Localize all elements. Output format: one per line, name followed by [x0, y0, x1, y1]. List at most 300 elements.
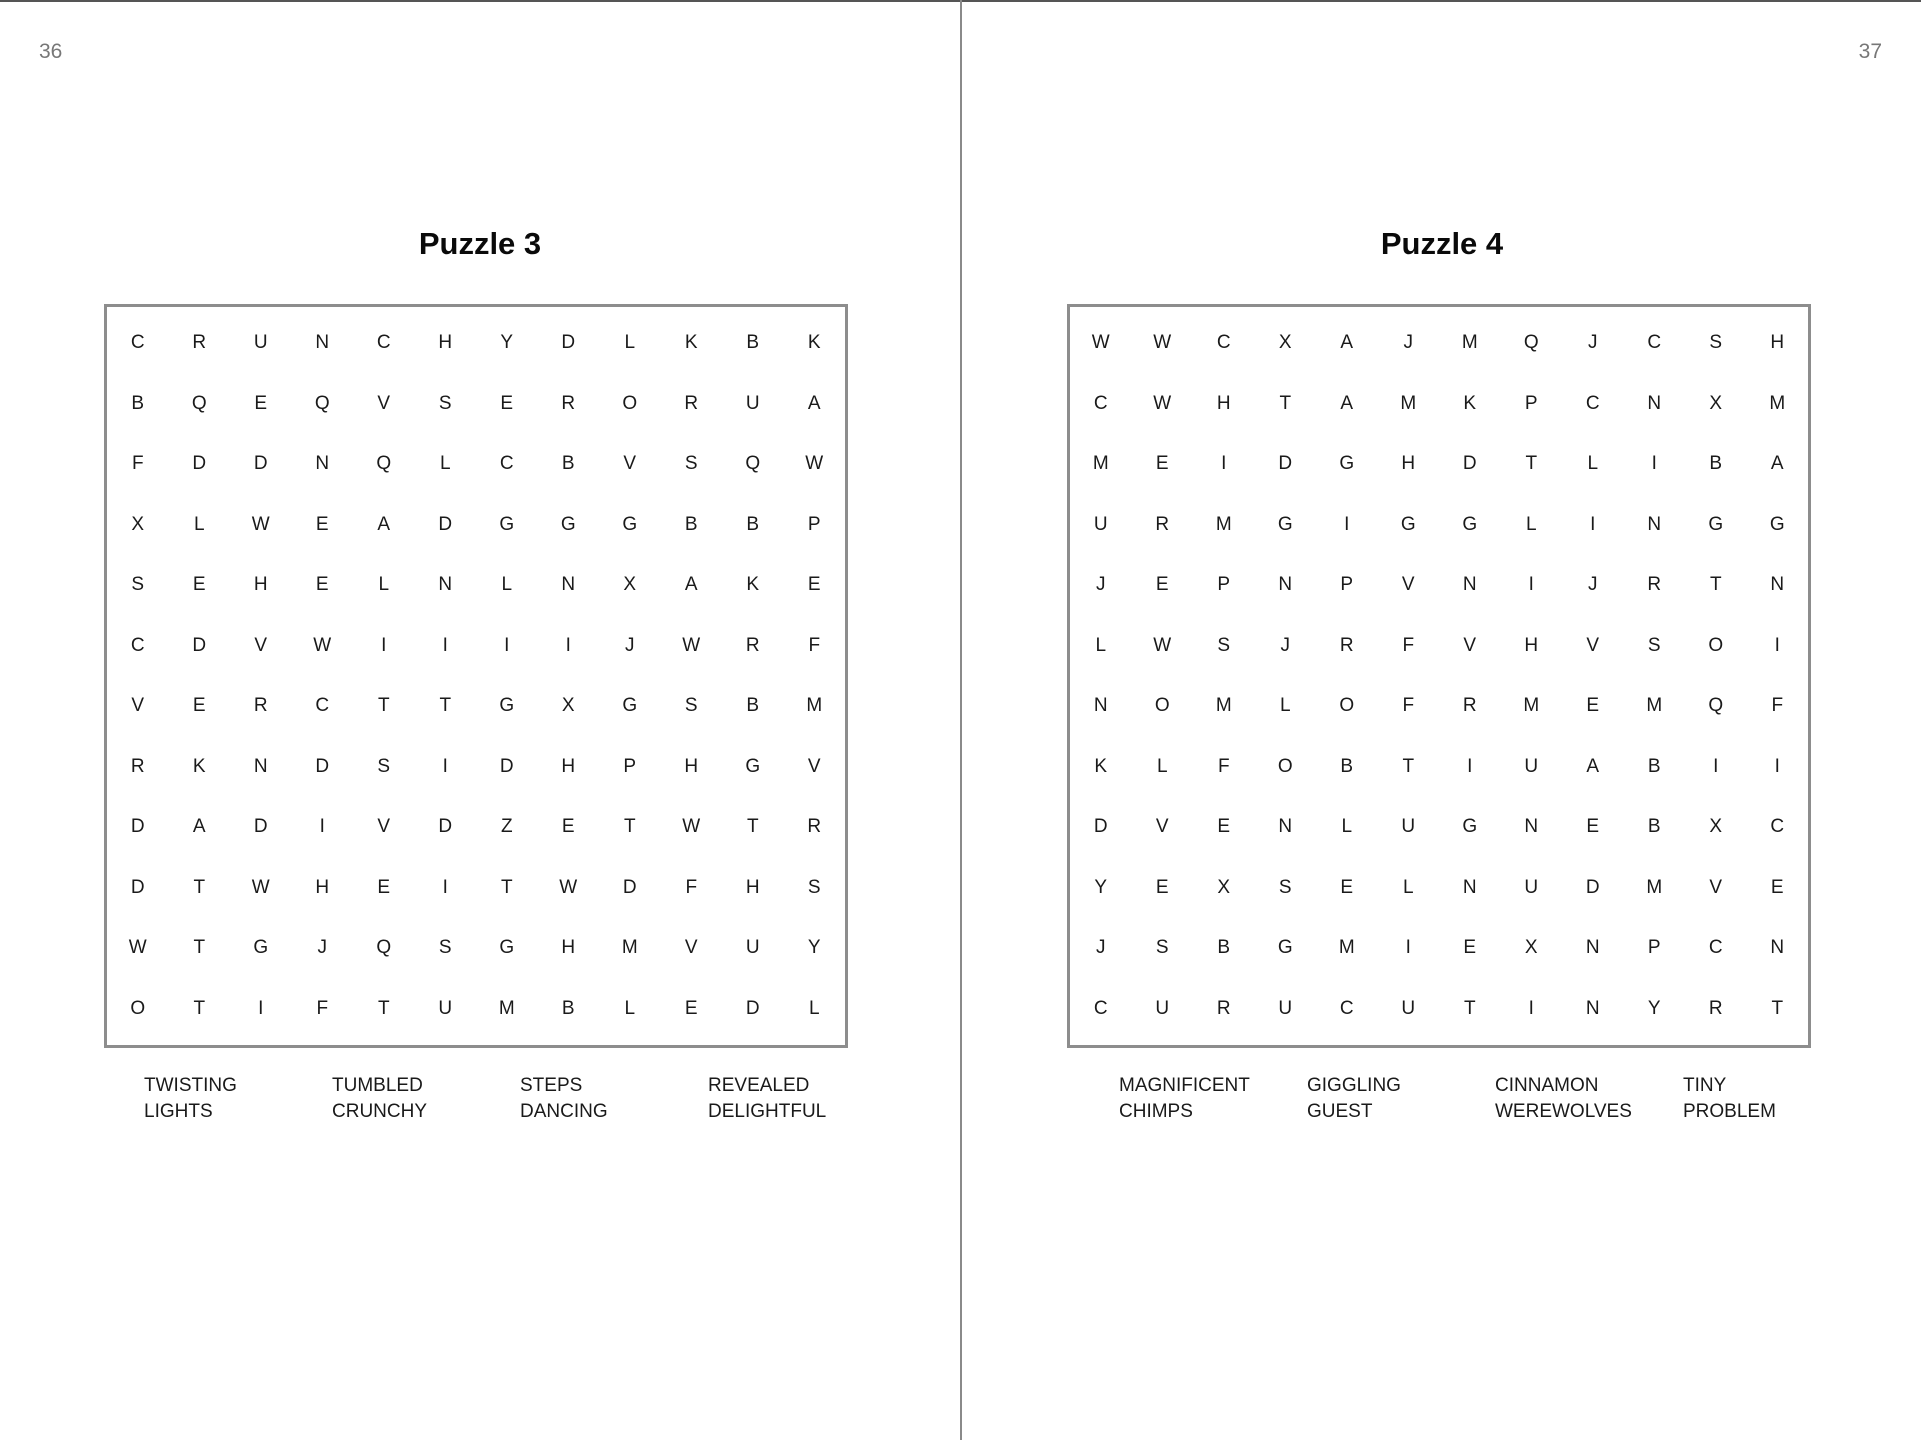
grid-cell: O: [1708, 634, 1724, 656]
grid-cell: G: [745, 755, 761, 777]
grid-cell: X: [131, 513, 145, 535]
grid-cell: H: [561, 937, 576, 959]
grid-cell: B: [1217, 937, 1231, 959]
grid-cell: L: [808, 997, 820, 1019]
grid-cell: N: [1770, 574, 1785, 596]
grid-cell: L: [1341, 816, 1353, 838]
grid-cell: M: [498, 997, 515, 1019]
grid-cell: H: [1524, 634, 1539, 656]
word-list-item: CHIMPS: [1119, 1101, 1193, 1122]
grid-cell: D: [192, 634, 207, 656]
grid-cell: I: [1528, 997, 1534, 1019]
grid-cell: T: [439, 695, 452, 717]
grid-cell: H: [1401, 453, 1416, 475]
word-list-item: TUMBLED: [332, 1075, 423, 1096]
grid-cell: I: [258, 997, 264, 1019]
grid-cell: P: [1340, 574, 1354, 596]
word-list-column: [1495, 1073, 1683, 1125]
grid-cell: F: [1217, 755, 1230, 777]
grid-cell: B: [684, 513, 698, 535]
grid-cell: B: [746, 332, 760, 354]
grid-cell: G: [499, 513, 515, 535]
grid-cell: N: [315, 332, 330, 354]
grid-cell: A: [807, 392, 821, 414]
grid-cell: Q: [376, 453, 392, 475]
grid-cell: G: [499, 695, 515, 717]
grid-cell: C: [130, 634, 145, 656]
grid-cell: E: [1463, 937, 1477, 959]
word-list-column: [1683, 1073, 1871, 1125]
grid-cell: Y: [1647, 997, 1661, 1019]
grid-cell: E: [1155, 574, 1169, 596]
grid-cell: Y: [807, 937, 821, 959]
grid-cell: U: [1155, 997, 1170, 1019]
grid-cell: V: [1155, 816, 1169, 838]
grid-cell: K: [684, 332, 698, 354]
puzzle-title: Puzzle 4: [1380, 226, 1504, 261]
grid-cell: S: [1217, 634, 1231, 656]
grid-cell: X: [1524, 937, 1538, 959]
grid-cell: N: [1278, 816, 1293, 838]
word-list-item: LIGHTS: [144, 1101, 213, 1122]
grid-cell: D: [499, 755, 514, 777]
grid-cell: C: [376, 332, 391, 354]
grid-cell: J: [1588, 332, 1598, 354]
grid-cell: T: [1279, 392, 1292, 414]
grid-cell: F: [1771, 695, 1784, 717]
puzzle-title: Puzzle 3: [418, 226, 542, 261]
grid-cell: R: [130, 755, 145, 777]
grid-cell: D: [745, 997, 760, 1019]
grid-cell: T: [1463, 997, 1476, 1019]
grid-cell: Q: [1708, 695, 1724, 717]
grid-cell: V: [1401, 574, 1415, 596]
grid-cell: O: [130, 997, 146, 1019]
grid-cell: I: [1590, 513, 1596, 535]
grid-cell: V: [807, 755, 821, 777]
grid-cell: S: [438, 937, 452, 959]
grid-cell: C: [130, 332, 145, 354]
grid-cell: N: [1093, 695, 1108, 717]
grid-cell: G: [499, 937, 515, 959]
grid-cell: Q: [376, 937, 392, 959]
word-list-item: MAGNIFICENT: [1119, 1075, 1250, 1096]
grid-cell: D: [438, 816, 453, 838]
grid-cell: V: [1463, 634, 1477, 656]
grid-cell: J: [625, 634, 635, 656]
grid-cell: E: [315, 513, 329, 535]
grid-cell: J: [317, 937, 327, 959]
grid-cell: X: [561, 695, 575, 717]
grid-cell: L: [624, 332, 636, 354]
grid-cell: E: [1155, 876, 1169, 898]
grid-cell: L: [1525, 513, 1537, 535]
grid-cell: T: [746, 816, 759, 838]
grid-cell: U: [253, 332, 268, 354]
grid-cell: S: [684, 453, 698, 475]
grid-cell: Y: [500, 332, 514, 354]
grid-cell: H: [1216, 392, 1231, 414]
grid-cell: C: [1093, 997, 1108, 1019]
grid-cell: G: [622, 513, 638, 535]
grid-cell: P: [1647, 937, 1661, 959]
grid-cell: T: [1525, 453, 1538, 475]
grid-cell: V: [684, 937, 698, 959]
grid-cell: D: [438, 513, 453, 535]
grid-cell: E: [807, 574, 821, 596]
word-list-item: DANCING: [520, 1101, 608, 1122]
grid-cell: T: [377, 997, 390, 1019]
grid-cell: D: [1585, 876, 1600, 898]
grid-cell: U: [745, 937, 760, 959]
grid-cell: G: [622, 695, 638, 717]
grid-cell: L: [501, 574, 513, 596]
grid-cell: A: [1340, 392, 1354, 414]
grid-cell: W: [1153, 392, 1172, 414]
page-number: 36: [39, 40, 63, 63]
grid-cell: C: [315, 695, 330, 717]
grid-cell: C: [1708, 937, 1723, 959]
grid-cell: E: [315, 574, 329, 596]
grid-cell: E: [1155, 453, 1169, 475]
grid-cell: S: [684, 695, 698, 717]
grid-cell: E: [254, 392, 268, 414]
grid-cell: U: [745, 392, 760, 414]
grid-cell: B: [746, 695, 760, 717]
grid-cell: Z: [500, 816, 513, 838]
grid-cell: W: [313, 634, 332, 656]
grid-cell: F: [685, 876, 698, 898]
grid-cell: E: [192, 695, 206, 717]
grid-cell: K: [192, 755, 206, 777]
letter-grid: [1067, 304, 1811, 1048]
grid-cell: N: [1278, 574, 1293, 596]
grid-cell: M: [1523, 695, 1540, 717]
grid-cell: S: [1647, 634, 1661, 656]
grid-cell: W: [559, 876, 578, 898]
grid-cell: B: [131, 392, 145, 414]
grid-cell: O: [1154, 695, 1170, 717]
grid-cell: H: [253, 574, 268, 596]
grid-cell: O: [1339, 695, 1355, 717]
grid-cell: H: [684, 755, 699, 777]
grid-cell: U: [1524, 755, 1539, 777]
grid-cell: V: [254, 634, 268, 656]
grid-cell: R: [1647, 574, 1662, 596]
grid-cell: M: [1215, 513, 1232, 535]
grid-cell: S: [377, 755, 391, 777]
grid-cell: D: [1278, 453, 1293, 475]
grid-cell: W: [805, 453, 824, 475]
grid-cell: P: [1217, 574, 1231, 596]
grid-cell: V: [377, 392, 391, 414]
grid-cell: K: [1094, 755, 1108, 777]
grid-cell: E: [500, 392, 514, 414]
grid-cell: H: [315, 876, 330, 898]
grid-cell: B: [1709, 453, 1723, 475]
grid-cell: R: [192, 332, 207, 354]
grid-cell: L: [1095, 634, 1107, 656]
grid-cell: M: [1215, 695, 1232, 717]
word-list: [1119, 1073, 1871, 1125]
grid-cell: V: [377, 816, 391, 838]
grid-cell: D: [192, 453, 207, 475]
grid-cell: V: [623, 453, 637, 475]
grid-cell: M: [1461, 332, 1478, 354]
grid-cell: N: [1647, 513, 1662, 535]
grid-cell: D: [561, 332, 576, 354]
grid-cell: M: [1769, 392, 1786, 414]
grid-cell: W: [251, 513, 270, 535]
grid-cell: U: [1401, 997, 1416, 1019]
word-list-item: REVEALED: [708, 1075, 810, 1096]
grid-cell: W: [1091, 332, 1110, 354]
grid-cell: X: [1217, 876, 1231, 898]
grid-cell: G: [1708, 513, 1724, 535]
page-number: 37: [1858, 40, 1882, 63]
grid-cell: F: [808, 634, 821, 656]
grid-cell: R: [1155, 513, 1170, 535]
grid-cell: N: [1462, 876, 1477, 898]
grid-cell: L: [378, 574, 390, 596]
grid-cell: V: [131, 695, 145, 717]
grid-cell: D: [253, 453, 268, 475]
grid-cell: W: [682, 634, 701, 656]
grid-cell: I: [504, 634, 510, 656]
grid-cell: E: [377, 876, 391, 898]
grid-cell: X: [1709, 392, 1723, 414]
left-page: [0, 0, 960, 1440]
grid-cell: K: [746, 574, 760, 596]
grid-cell: R: [1462, 695, 1477, 717]
grid-cell: R: [1339, 634, 1354, 656]
grid-cell: B: [1340, 755, 1354, 777]
word-list-item: TWISTING: [144, 1075, 237, 1096]
grid-cell: G: [253, 937, 269, 959]
grid-cell: L: [1402, 876, 1414, 898]
grid-cell: N: [1770, 937, 1785, 959]
word-list-item: CRUNCHY: [332, 1101, 427, 1122]
grid-cell: G: [1339, 453, 1355, 475]
grid-cell: I: [1405, 937, 1411, 959]
grid-cell: Q: [191, 392, 207, 414]
word-list-item: WEREWOLVES: [1495, 1101, 1632, 1122]
grid-cell: D: [315, 755, 330, 777]
grid-cell: T: [1402, 755, 1415, 777]
grid-cell: K: [807, 332, 821, 354]
word-list: [144, 1073, 896, 1125]
grid-cell: S: [1155, 937, 1169, 959]
grid-cell: D: [1093, 816, 1108, 838]
grid-cell: W: [128, 937, 147, 959]
right-page: [962, 0, 1921, 1440]
grid-cell: R: [745, 634, 760, 656]
grid-cell: I: [565, 634, 571, 656]
grid-cell: D: [253, 816, 268, 838]
grid-cell: P: [807, 513, 821, 535]
grid-cell: R: [1216, 997, 1231, 1019]
grid-cell: I: [319, 816, 325, 838]
grid-cell: C: [1585, 392, 1600, 414]
grid-cell: N: [1462, 574, 1477, 596]
grid-cell: I: [442, 755, 448, 777]
grid-cell: M: [1092, 453, 1109, 475]
grid-cell: T: [1771, 997, 1784, 1019]
grid-cell: M: [1400, 392, 1417, 414]
grid-cell: U: [438, 997, 453, 1019]
grid-cell: N: [438, 574, 453, 596]
grid-cell: C: [1647, 332, 1662, 354]
grid-cell: M: [1646, 876, 1663, 898]
grid-cell: R: [684, 392, 699, 414]
grid-cell: S: [1709, 332, 1723, 354]
grid-cell: W: [682, 816, 701, 838]
grid-cell: L: [1587, 453, 1599, 475]
grid-cell: F: [1402, 695, 1415, 717]
grid-cell: T: [623, 816, 636, 838]
grid-cell: N: [561, 574, 576, 596]
grid-cell: N: [1524, 816, 1539, 838]
grid-cell: D: [1462, 453, 1477, 475]
grid-cell: N: [1585, 937, 1600, 959]
grid-cell: B: [561, 997, 575, 1019]
grid-cell: B: [746, 513, 760, 535]
grid-cell: T: [193, 937, 206, 959]
grid-cell: T: [500, 876, 513, 898]
grid-cell: L: [1156, 755, 1168, 777]
grid-cell: P: [623, 755, 637, 777]
grid-cell: E: [192, 574, 206, 596]
grid-cell: I: [1467, 755, 1473, 777]
grid-cell: D: [130, 816, 145, 838]
grid-cell: Q: [745, 453, 761, 475]
grid-cell: G: [1462, 816, 1478, 838]
word-list-column: [520, 1073, 708, 1125]
grid-cell: I: [1774, 634, 1780, 656]
letter-grid: [104, 304, 848, 1048]
grid-cell: J: [1588, 574, 1598, 596]
grid-cell: D: [622, 876, 637, 898]
grid-cell: A: [1340, 332, 1354, 354]
word-list-item: CINNAMON: [1495, 1075, 1599, 1096]
grid-cell: J: [1096, 937, 1106, 959]
grid-cell: J: [1280, 634, 1290, 656]
grid-cell: C: [1339, 997, 1354, 1019]
grid-cell: M: [1338, 937, 1355, 959]
grid-cell: H: [745, 876, 760, 898]
grid-cell: F: [1402, 634, 1415, 656]
grid-cell: V: [1586, 634, 1600, 656]
grid-cell: I: [1221, 453, 1227, 475]
grid-cell: V: [1709, 876, 1723, 898]
grid-cell: U: [1401, 816, 1416, 838]
word-list-item: STEPS: [520, 1075, 583, 1096]
word-list-item: PROBLEM: [1683, 1101, 1776, 1122]
grid-cell: X: [1278, 332, 1292, 354]
grid-cell: H: [1770, 332, 1785, 354]
grid-cell: W: [1153, 332, 1172, 354]
grid-cell: I: [1528, 574, 1534, 596]
grid-cell: C: [1093, 392, 1108, 414]
grid-cell: U: [1093, 513, 1108, 535]
grid-cell: E: [1340, 876, 1354, 898]
grid-cell: C: [1770, 816, 1785, 838]
grid-cell: B: [1647, 755, 1661, 777]
grid-cell: L: [439, 453, 451, 475]
word-list-column: [1119, 1073, 1307, 1125]
grid-cell: N: [1647, 392, 1662, 414]
grid-cell: L: [624, 997, 636, 1019]
grid-cell: E: [561, 816, 575, 838]
grid-cell: M: [806, 695, 823, 717]
word-list-column: [332, 1073, 520, 1125]
grid-cell: A: [1770, 453, 1784, 475]
grid-cell: B: [561, 453, 575, 475]
grid-cell: L: [1279, 695, 1291, 717]
grid-cell: F: [131, 453, 144, 475]
grid-cell: G: [1769, 513, 1785, 535]
grid-cell: A: [684, 574, 698, 596]
grid-cell: I: [1344, 513, 1350, 535]
grid-cell: S: [807, 876, 821, 898]
grid-cell: I: [381, 634, 387, 656]
grid-cell: M: [1646, 695, 1663, 717]
word-list-item: GIGGLING: [1307, 1075, 1401, 1096]
grid-cell: T: [377, 695, 390, 717]
grid-cell: E: [684, 997, 698, 1019]
grid-cell: G: [560, 513, 576, 535]
grid-cell: E: [1586, 695, 1600, 717]
grid-cell: W: [1153, 634, 1172, 656]
grid-cell: F: [316, 997, 329, 1019]
grid-cell: U: [1524, 876, 1539, 898]
grid-cell: Q: [314, 392, 330, 414]
grid-cell: I: [1713, 755, 1719, 777]
grid-cell: N: [1585, 997, 1600, 1019]
grid-cell: W: [251, 876, 270, 898]
grid-cell: A: [1586, 755, 1600, 777]
grid-cell: Y: [1094, 876, 1108, 898]
grid-cell: R: [807, 816, 822, 838]
grid-cell: T: [193, 997, 206, 1019]
grid-cell: E: [1770, 876, 1784, 898]
grid-cell: B: [1647, 816, 1661, 838]
grid-cell: G: [1400, 513, 1416, 535]
grid-cell: H: [438, 332, 453, 354]
grid-cell: U: [1278, 997, 1293, 1019]
grid-cell: H: [561, 755, 576, 777]
grid-cell: T: [193, 876, 206, 898]
grid-cell: N: [315, 453, 330, 475]
grid-cell: J: [1096, 574, 1106, 596]
word-list-column: [144, 1073, 332, 1125]
word-list-item: DELIGHTFUL: [708, 1101, 827, 1122]
grid-cell: I: [442, 876, 448, 898]
word-list-column: [708, 1073, 896, 1125]
grid-cell: X: [1709, 816, 1723, 838]
grid-cell: S: [131, 574, 145, 596]
grid-cell: R: [1708, 997, 1723, 1019]
grid-cell: N: [253, 755, 268, 777]
grid-cell: R: [561, 392, 576, 414]
grid-cell: X: [623, 574, 637, 596]
grid-cell: T: [1709, 574, 1722, 596]
grid-cell: I: [442, 634, 448, 656]
grid-cell: K: [1463, 392, 1477, 414]
grid-cell: A: [192, 816, 206, 838]
grid-cell: D: [130, 876, 145, 898]
grid-cell: J: [1403, 332, 1413, 354]
